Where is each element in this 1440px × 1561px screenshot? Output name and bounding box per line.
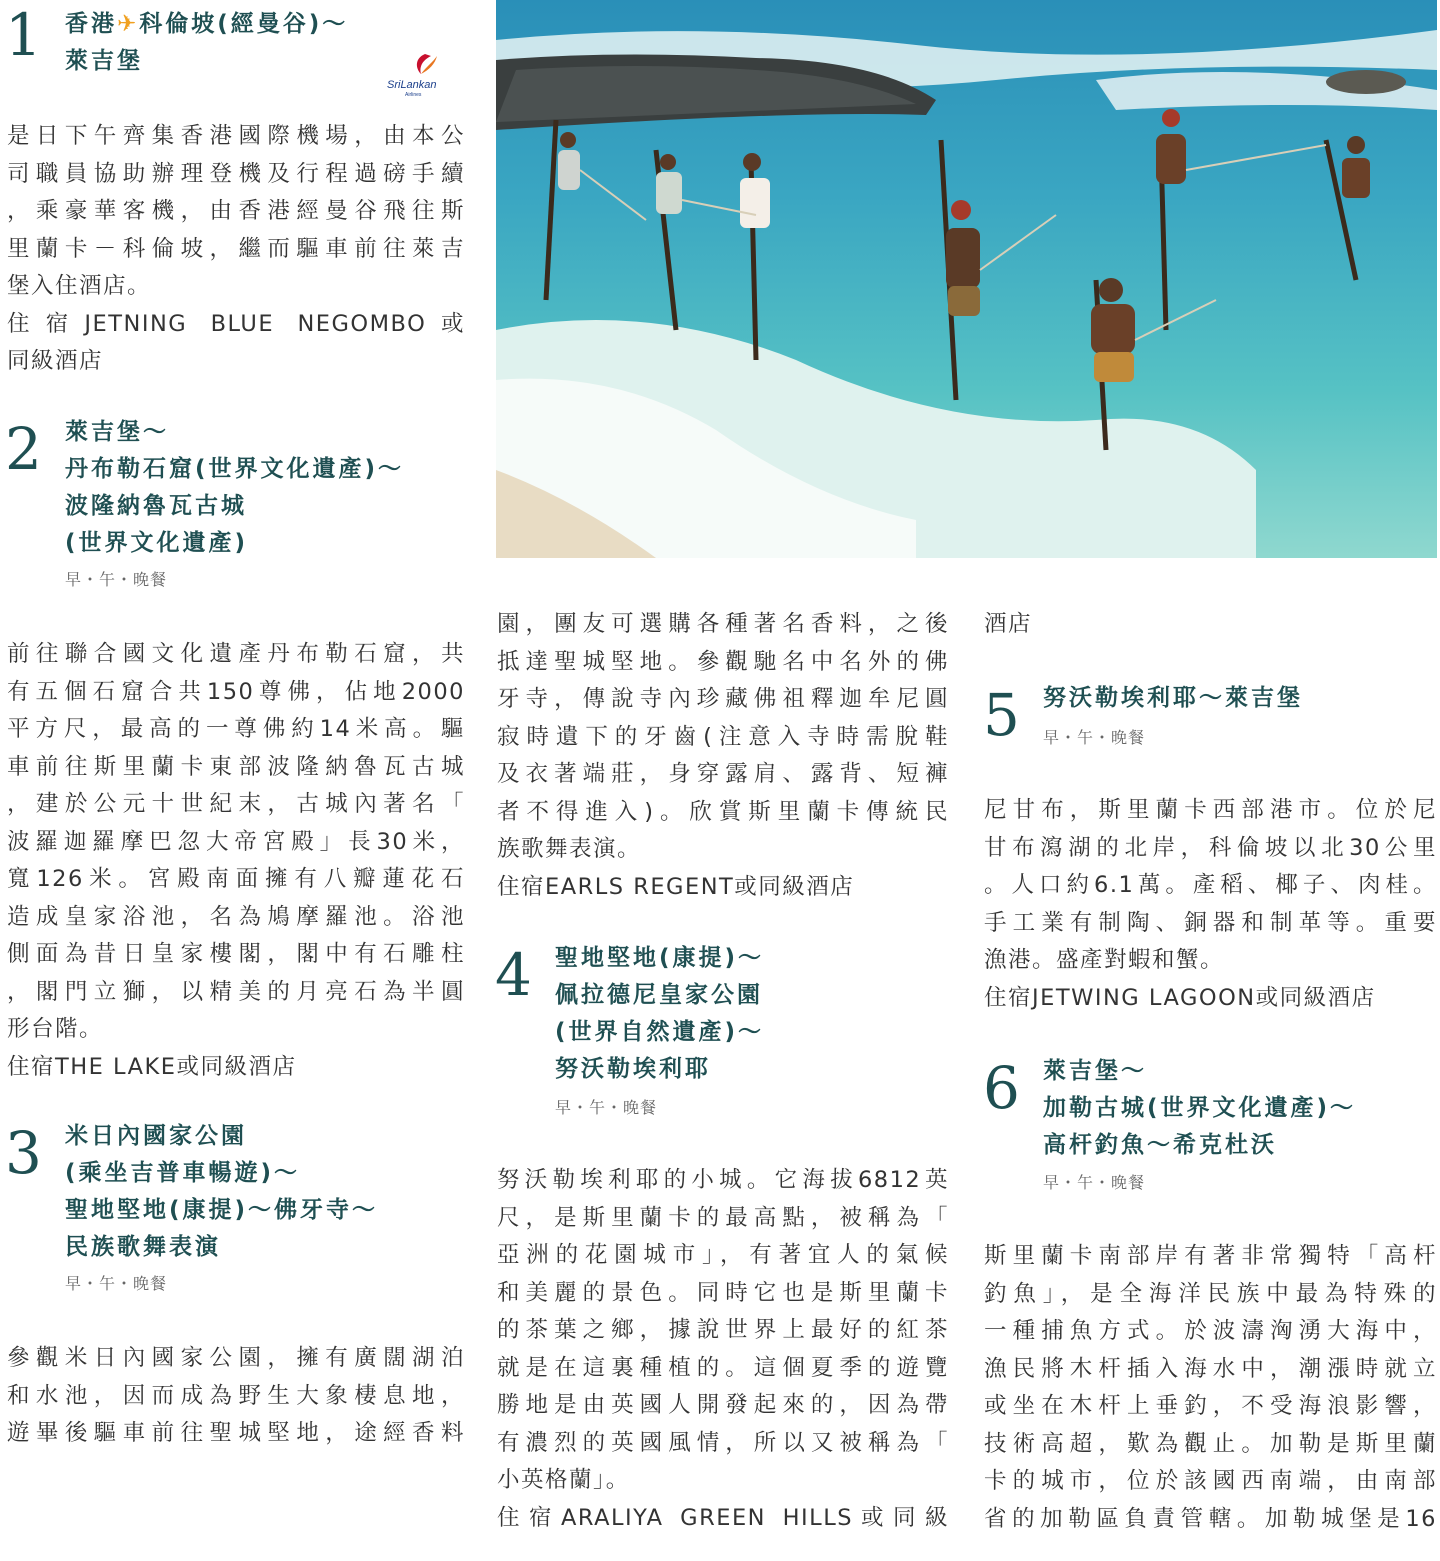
- day-5-description: 尼甘布，斯里蘭卡西部港市。位於尼 甘布瀉湖的北岸，科倫坡以北30公里 。人口約6.1萬。產稻、椰子、肉桂。 手工業有制陶、銅器和制革等。重要 漁港。盛產對蝦和蟹。 住宿JETWING LAGOON或同級酒店: [984, 797, 1437, 1011]
- day-4-description: 努沃勒埃利耶的小城。它海拔6812英 尺，是斯里蘭卡的最高點，被稱為「 亞洲的花園城市」，有著宜人的氣候 和美麗的景色。同時它也是斯里蘭卡 的茶葉之鄉，據說世界上最好的紅茶 就是在這裏種植的。這個夏季的遊覽 勝地是由英國人開發起來的，因為帶 有濃烈的英國風情，所以又被稱為「 小英格蘭」。 住宿ARALIYA GREEN HILLS或同級: [497, 1167, 949, 1531]
- day-4-title: 聖地堅地(康提)～ 佩拉德尼皇家公園 (世界自然遺產)～ 努沃勒埃利耶: [555, 945, 765, 1082]
- airplane-icon: ✈: [117, 11, 140, 37]
- stilt-fishermen-photo: [496, 0, 1437, 558]
- day-5-section: [983, 680, 1438, 1030]
- day-4-meals: 早・午・晚餐: [555, 1098, 658, 1117]
- day-3-section: [5, 1118, 475, 1558]
- day-3-title: 米日內國家公園 (乘坐吉普車暢遊)～ 聖地堅地(康提)～佛牙寺～ 民族歌舞表演: [65, 1123, 379, 1260]
- day-6-meals: 早・午・晚餐: [1043, 1173, 1146, 1192]
- day-1-description: 是日下午齊集香港國際機場，由本公 司職員協助辦理登機及行程過磅手續 ，乘豪華客機，由香港經曼谷飛往斯 里蘭卡－科倫坡，繼而驅車前往萊吉 堡入住酒店。 住宿JETNING BLUE NEGOMBO或 同級酒店: [7, 123, 465, 374]
- day-6-description: 斯里蘭卡南部岸有著非常獨特「高杆 釣魚」，是全海洋民族中最為特殊的 一種捕魚方式。於波濤洶湧大海中， 漁民將木杆插入海水中，潮漲時就立 或坐在木杆上垂釣，不受海浪影響， 技術高超，歎為觀止。加勒是斯里蘭 卡的城市，位於該國西南端，由南部 省的加勒區負責管轄。加勒城堡是16: [984, 1243, 1437, 1532]
- day-5-number: 5: [983, 681, 1020, 749]
- day-6-title: 萊吉堡～ 加勒古城(世界文化遺產)～ 高杆釣魚～希克杜沃: [1043, 1058, 1357, 1158]
- day-4-number: 4: [495, 941, 532, 1009]
- logo-subtext: Airlines: [405, 92, 422, 98]
- day-3-meals: 早・午・晚餐: [65, 1274, 168, 1293]
- day-2-title: 萊吉堡～ 丹布勒石窟(世界文化遺產)～ 波隆納魯瓦古城 (世界文化遺產): [65, 419, 405, 556]
- day-2-meals: 早・午・晚餐: [65, 570, 168, 589]
- logo-text: SriLankan: [387, 79, 437, 91]
- day-6-section: [983, 1053, 1438, 1558]
- day-1-title-line-1: 香港✈科倫坡(經曼谷)～: [65, 11, 349, 37]
- day-1-number: 1: [5, 1, 42, 69]
- day-4-description-continued: 酒店: [984, 611, 1033, 637]
- day-1-section: [5, 1, 475, 376]
- day-3-description-continued: 園，團友可選購各種著名香料，之後 抵達聖城堅地。參觀馳名中名外的佛 牙寺，傳說寺內珍藏佛祖釋迦牟尼圓 寂時遺下的牙齒(注意入寺時需脫鞋 及衣著端莊，身穿露肩、露背、短褲 者不得進入)。欣賞斯里蘭卡傳統民 族歌舞表演。 住宿EARLS REGENT或同級酒店: [497, 611, 949, 900]
- day-5-title: 努沃勒埃利耶～萊吉堡: [1043, 685, 1303, 711]
- day-2-description: 前往聯合國文化遺產丹布勒石窟，共 有五個石窟合共150尊佛，佔地2000 平方尺，最高的一尊佛約14米高。驅 車前往斯里蘭卡東部波隆納魯瓦古城 ，建於公元十世紀末，古城內著名「 波羅迦羅摩巴忽大帝宮殿」長30米， 寬126米。宮殿南面擁有八瓣蓮花石 造成皇家浴池，名為鳩摩羅池。浴池 側面為昔日皇家樓閣，閣中有石雕柱 ，閣門立獅，以精美的月亮石為半圓 形台階。 住宿THE LAKE或同級酒店: [7, 641, 465, 1080]
- day-3-description: 參觀米日內國家公園，擁有廣闊湖泊 和水池，因而成為野生大象棲息地， 遊畢後驅車前往聖城堅地，途經香料: [7, 1345, 465, 1446]
- day-2-number: 2: [5, 415, 42, 483]
- srilankan-airlines-logo: [385, 50, 447, 98]
- day-6-number: 6: [983, 1054, 1020, 1122]
- day-5-meals: 早・午・晚餐: [1043, 728, 1146, 747]
- day-3-number: 3: [5, 1119, 42, 1187]
- day-1-title-line-2: 萊吉堡: [65, 48, 143, 74]
- day-1-title: [65, 6, 348, 80]
- photo-illustration: [496, 0, 1437, 558]
- day-4-section: [495, 940, 955, 1560]
- day-2-section: [5, 414, 475, 1084]
